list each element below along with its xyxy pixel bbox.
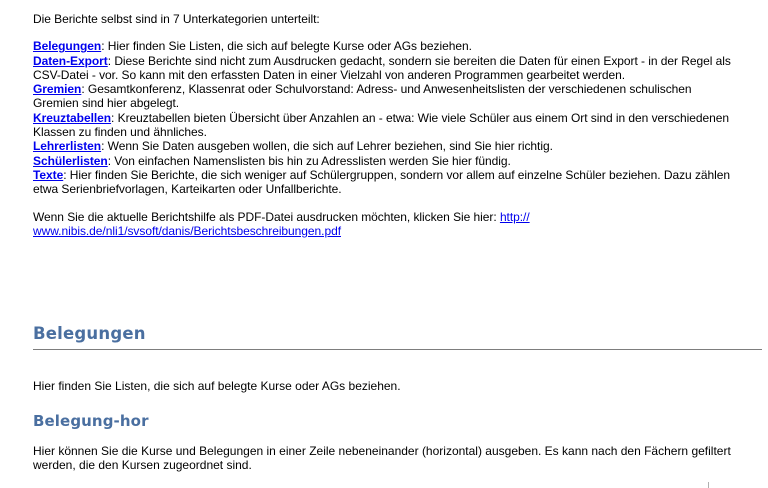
entry-description: : Kreuztabellen bieten Übersicht über Anzahlen an - etwa: Wie viele Schüler aus einem Ort sind in den verschiedenen Klassen zu finden und ähnliches. <box>33 110 729 140</box>
link-gremien[interactable]: Gremien <box>33 82 82 97</box>
entry-description: : Hier finden Sie Berichte, die sich weniger auf Schülergruppen, sondern vor allem auf einzelne Schüler beziehen. Dazu zählen etwa Serienbriefvorlagen, Karteikarten oder Unfallberichte. <box>33 167 731 197</box>
intro-text: Die Berichte selbst sind in 7 Unterkategorien unterteilt: <box>33 12 320 26</box>
entry-description: : Gesamtkonferenz, Klassenrat oder Schulvorstand: Adress- und Anwesenheitslisten der verschiedenen schulischen Gremien sind hier abgelegt. <box>33 82 692 111</box>
category-entry-lehrerlisten <box>33 139 733 153</box>
entry-description: : Wenn Sie Daten ausgeben wollen, die sich auf Lehrer beziehen, sind Sie hier richtig. <box>101 139 553 154</box>
category-entry-kreuztabellen <box>33 111 733 140</box>
entry-description: : Hier finden Sie Listen, die sich auf belegte Kurse oder AGs beziehen. <box>101 39 472 54</box>
pdf-download-link[interactable]: http:// www.nibis.de/nli1/svsoft/danis/Berichtsbeschreibungen.pdf <box>33 209 530 238</box>
category-entry-belegungen <box>33 39 733 53</box>
section-heading-belegungen: Belegungen <box>33 324 146 343</box>
category-entry-schuelerlisten <box>33 154 733 168</box>
category-entry-gremien <box>33 82 733 111</box>
link-kreuztabellen[interactable]: Kreuztabellen <box>33 110 112 125</box>
category-entry-texte <box>33 168 733 197</box>
link-texte[interactable]: Texte <box>33 167 64 182</box>
link-schuelerlisten[interactable]: Schülerlisten <box>33 153 108 168</box>
pdf-note <box>33 210 733 239</box>
scroll-marker <box>708 482 709 488</box>
section-divider <box>33 349 762 350</box>
entry-description: : Von einfachen Namenslisten bis hin zu Adresslisten werden Sie hier fündig. <box>107 153 511 168</box>
document-body <box>33 12 733 238</box>
subsection-description: Hier können Sie die Kurse und Belegungen in einer Zeile nebeneinander (horizontal) ausgeben. Es kann nach den Fächern gefiltert werden, die den Kursen zugeordnet sind. <box>33 444 731 473</box>
link-daten-export[interactable]: Daten-Export <box>33 53 108 68</box>
subsection-heading-belegung-hor: Belegung-hor <box>33 412 149 430</box>
link-lehrerlisten[interactable]: Lehrerlisten <box>33 139 102 154</box>
pdf-note-text: Wenn Sie die aktuelle Berichtshilfe als PDF-Datei ausdrucken möchten, klicken Sie hier: <box>33 209 500 224</box>
entry-description: : Diese Berichte sind nicht zum Ausdrucken gedacht, sondern sie bereiten die Daten für einen Export - in der Regel als CSV-Datei - vor. So kann mit den erfassten Daten in einer Vielzahl von anderen Programmen gearbeitet werden. <box>33 53 731 82</box>
section-description: Hier finden Sie Listen, die sich auf belegte Kurse oder AGs beziehen. <box>33 379 401 393</box>
link-belegungen[interactable]: Belegungen <box>33 39 102 54</box>
category-entry-daten-export <box>33 54 733 83</box>
